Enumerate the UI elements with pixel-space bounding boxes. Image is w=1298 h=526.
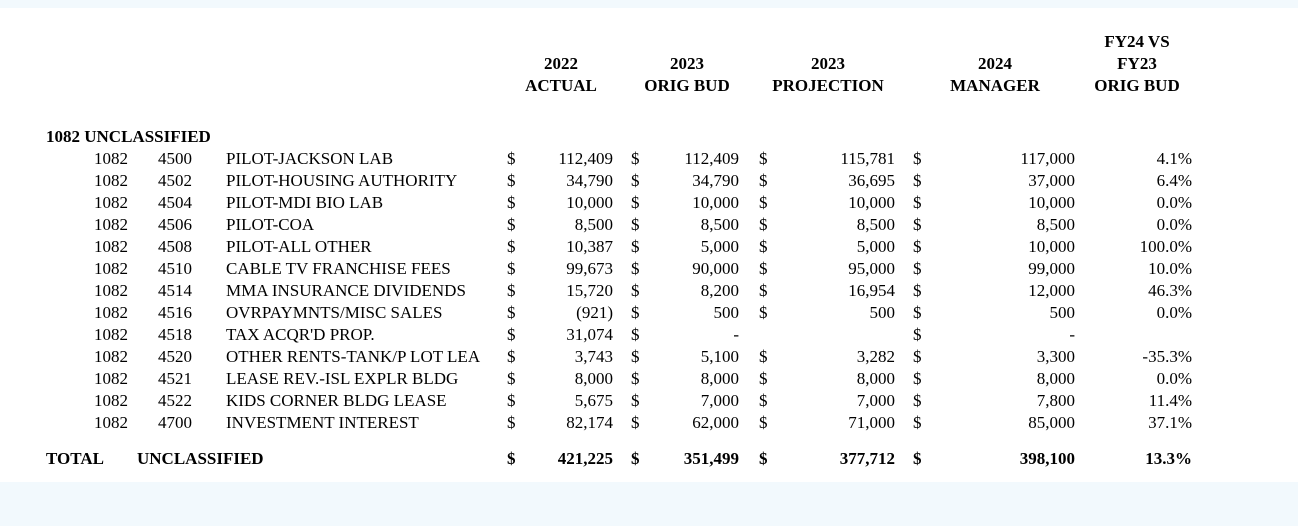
currency-sign: $ [507,259,516,278]
dept-code: 1082 [94,369,128,388]
currency-sign: $ [759,303,768,322]
pct-change-value: 4.1% [1156,149,1192,168]
currency-sign: $ [759,413,768,432]
orig-bud-value: 500 [713,303,739,322]
description: LEASE REV.-ISL EXPLR BLDG [226,369,459,388]
pct-change-value: 0.0% [1156,369,1192,388]
currency-sign: $ [913,347,922,366]
account-code: 4514 [158,281,192,300]
projection-value: 71,000 [848,413,895,432]
currency-sign: $ [631,259,640,278]
currency-sign: $ [631,369,640,388]
description: MMA INSURANCE DIVIDENDS [226,281,466,300]
currency-sign: $ [913,237,922,256]
table-row [0,346,1298,368]
account-code: 4504 [158,193,192,212]
projection-value: 8,000 [856,369,895,388]
currency-sign: $ [507,215,516,234]
currency-sign: $ [913,391,922,410]
actual-value: 3,743 [574,347,613,366]
orig-bud-value: 5,000 [700,237,739,256]
currency-sign: $ [913,171,922,190]
pct-change-value: 11.4% [1148,391,1192,410]
projection-value: 3,282 [856,347,895,366]
projection-value: 95,000 [848,259,895,278]
currency-sign: $ [507,325,516,344]
manager-value: 3,300 [1036,347,1075,366]
total-label: TOTAL [46,449,104,468]
header-2023-orig-bud: 2023 ORIG BUD [644,54,730,95]
account-code: 4500 [158,149,192,168]
description: PILOT-HOUSING AUTHORITY [226,171,458,190]
table-row [0,324,1298,346]
total-projection: 377,712 [839,449,895,468]
projection-value: 36,695 [848,171,895,190]
currency-sign: $ [759,215,768,234]
currency-sign: $ [759,391,768,410]
pct-change-value: 6.4% [1156,171,1192,190]
account-code: 4506 [158,215,192,234]
actual-value: 99,673 [566,259,613,278]
currency-sign: $ [913,281,922,300]
table-row [0,214,1298,236]
description: TAX ACQR'D PROP. [226,325,375,344]
actual-value: 8,500 [574,215,613,234]
account-code: 4520 [158,347,192,366]
header-2024-manager: 2024 MANAGER [950,54,1040,95]
pct-change-value: 46.3% [1148,281,1192,300]
section-title: 1082 UNCLASSIFIED [46,127,211,146]
currency-sign: $ [913,325,922,344]
projection-value: 7,000 [856,391,895,410]
pct-change-value: -35.3% [1142,347,1192,366]
account-code: 4508 [158,237,192,256]
currency-sign: $ [507,171,516,190]
manager-value: 8,000 [1036,369,1075,388]
orig-bud-value: 34,790 [692,171,739,190]
table-row [0,148,1298,170]
dept-code: 1082 [94,215,128,234]
description: INVESTMENT INTEREST [226,413,419,432]
table-row [0,236,1298,258]
table-row [0,390,1298,412]
description: KIDS CORNER BLDG LEASE [226,391,447,410]
pct-change-value: 100.0% [1139,237,1192,256]
orig-bud-value: 90,000 [692,259,739,278]
pct-change-value: 0.0% [1156,215,1192,234]
orig-bud-value: 112,409 [684,149,739,168]
manager-value: 99,000 [1028,259,1075,278]
total-actual: 421,225 [557,449,613,468]
actual-value: 15,720 [566,281,613,300]
actual-value: 8,000 [574,369,613,388]
description: OVRPAYMNTS/MISC SALES [226,303,443,322]
projection-value: 115,781 [840,149,895,168]
manager-value: 117,000 [1020,149,1075,168]
manager-value: 10,000 [1028,237,1075,256]
currency-sign: $ [631,149,640,168]
orig-bud-value: - [733,325,739,344]
currency-sign: $ [507,413,516,432]
orig-bud-value: 8,200 [700,281,739,300]
dept-code: 1082 [94,413,128,432]
projection-value: 500 [869,303,895,322]
manager-value: - [1069,325,1075,344]
orig-bud-value: 8,000 [700,369,739,388]
description: CABLE TV FRANCHISE FEES [226,259,451,278]
manager-value: 8,500 [1036,215,1075,234]
currency-sign: $ [913,215,922,234]
actual-value: 34,790 [566,171,613,190]
orig-bud-value: 5,100 [700,347,739,366]
description: PILOT-ALL OTHER [226,237,372,256]
description: PILOT-MDI BIO LAB [226,193,384,212]
description: OTHER RENTS-TANK/P LOT LEA [226,347,481,366]
dept-code: 1082 [94,193,128,212]
actual-value: 31,074 [566,325,613,344]
currency-sign: $ [507,369,516,388]
currency-sign: $ [913,303,922,322]
description: PILOT-COA [226,215,315,234]
currency-sign: $ [759,149,768,168]
currency-sign: $ [759,449,768,468]
total-row [0,448,1298,470]
account-code: 4700 [158,413,192,432]
dept-code: 1082 [94,391,128,410]
currency-sign: $ [913,413,922,432]
dept-code: 1082 [94,149,128,168]
dept-code: 1082 [94,237,128,256]
currency-sign: $ [759,193,768,212]
currency-sign: $ [507,303,516,322]
currency-sign: $ [631,237,640,256]
manager-value: 7,800 [1036,391,1075,410]
table-row [0,412,1298,434]
currency-sign: $ [759,237,768,256]
actual-value: (921) [576,303,613,322]
pct-change-value: 0.0% [1156,193,1192,212]
account-code: 4522 [158,391,192,410]
actual-value: 10,000 [566,193,613,212]
projection-value: 5,000 [856,237,895,256]
dept-code: 1082 [94,347,128,366]
currency-sign: $ [507,449,516,468]
currency-sign: $ [913,259,922,278]
budget-sheet [0,8,1298,482]
projection-value: 16,954 [848,281,895,300]
currency-sign: $ [759,369,768,388]
header-2022-actual: 2022 ACTUAL [525,54,597,95]
currency-sign: $ [913,193,922,212]
pct-change-value: 0.0% [1156,303,1192,322]
orig-bud-value: 62,000 [692,413,739,432]
currency-sign: $ [631,413,640,432]
currency-sign: $ [507,193,516,212]
currency-sign: $ [631,449,640,468]
actual-value: 5,675 [574,391,613,410]
currency-sign: $ [631,215,640,234]
header-variance: FY24 VS FY23 ORIG BUD [1094,32,1180,95]
orig-bud-value: 10,000 [692,193,739,212]
manager-value: 37,000 [1028,171,1075,190]
total-pct: 13.3% [1145,449,1192,468]
account-code: 4502 [158,171,192,190]
account-code: 4521 [158,369,192,388]
currency-sign: $ [507,281,516,300]
dept-code: 1082 [94,325,128,344]
actual-value: 82,174 [566,413,613,432]
total-manager: 398,100 [1019,449,1075,468]
dept-code: 1082 [94,171,128,190]
table-row [0,280,1298,302]
pct-change-value: 37.1% [1148,413,1192,432]
currency-sign: $ [631,193,640,212]
table-row [0,258,1298,280]
manager-value: 12,000 [1028,281,1075,300]
currency-sign: $ [913,149,922,168]
dept-code: 1082 [94,281,128,300]
actual-value: 112,409 [558,149,613,168]
table-row [0,302,1298,324]
manager-value: 85,000 [1028,413,1075,432]
orig-bud-value: 8,500 [700,215,739,234]
total-orig-bud: 351,499 [683,449,739,468]
account-code: 4518 [158,325,192,344]
description: PILOT-JACKSON LAB [226,149,394,168]
currency-sign: $ [759,281,768,300]
total-name: UNCLASSIFIED [137,449,264,468]
dept-code: 1082 [94,259,128,278]
currency-sign: $ [507,237,516,256]
currency-sign: $ [631,171,640,190]
actual-value: 10,387 [566,237,613,256]
currency-sign: $ [631,281,640,300]
dept-code: 1082 [94,303,128,322]
currency-sign: $ [631,347,640,366]
currency-sign: $ [759,347,768,366]
header-2023-projection: 2023 PROJECTION [772,54,884,95]
manager-value: 10,000 [1028,193,1075,212]
projection-value: 10,000 [848,193,895,212]
currency-sign: $ [913,449,922,468]
currency-sign: $ [507,347,516,366]
pct-change-value: 10.0% [1148,259,1192,278]
account-code: 4510 [158,259,192,278]
currency-sign: $ [913,369,922,388]
currency-sign: $ [507,149,516,168]
table-row [0,192,1298,214]
currency-sign: $ [631,303,640,322]
currency-sign: $ [507,391,516,410]
currency-sign: $ [759,171,768,190]
currency-sign: $ [631,325,640,344]
orig-bud-value: 7,000 [700,391,739,410]
account-code: 4516 [158,303,192,322]
table-row [0,170,1298,192]
projection-value: 8,500 [856,215,895,234]
currency-sign: $ [759,259,768,278]
table-row [0,368,1298,390]
currency-sign: $ [631,391,640,410]
manager-value: 500 [1049,303,1075,322]
